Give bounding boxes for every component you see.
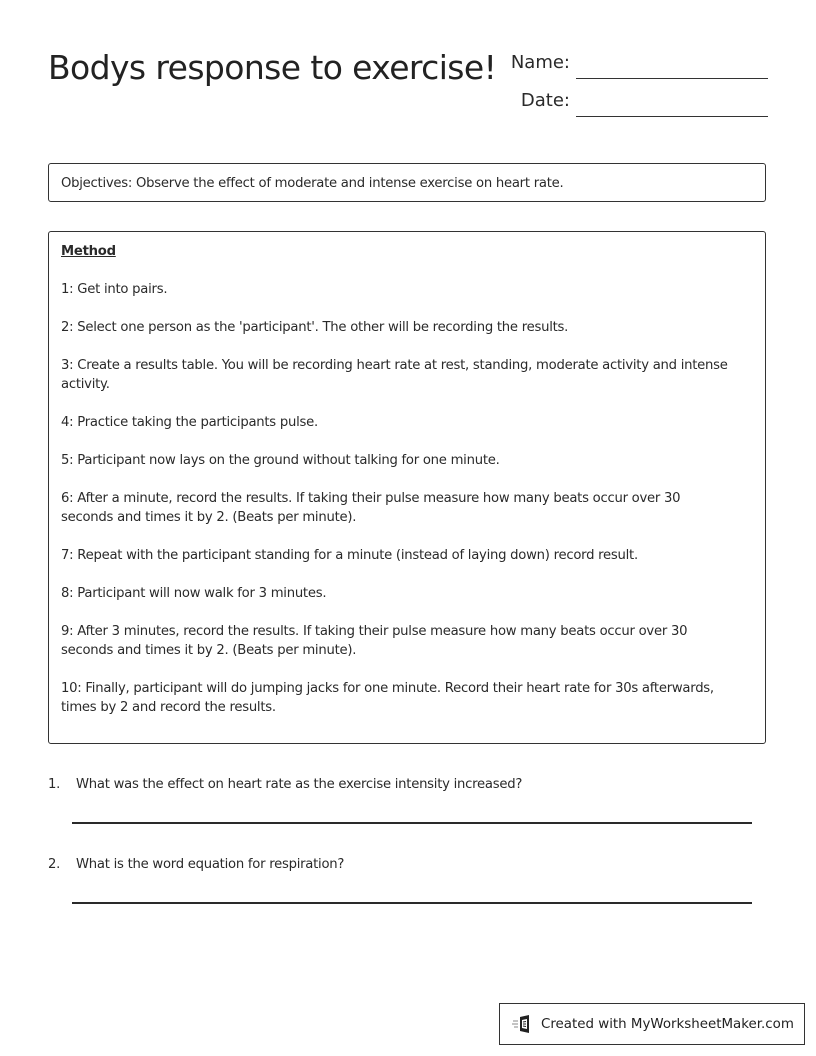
objectives-text: Objectives: Observe the effect of moderate and intense exercise on heart rate.: [61, 176, 564, 191]
name-input-line[interactable]: [576, 78, 768, 79]
method-step: 2: Select one person as the 'participant'. The other will be recording the results.: [61, 320, 569, 335]
date-field[interactable]: [490, 90, 770, 120]
method-step: 7: Repeat with the participant standing for a minute (instead of laying down) record result.: [61, 548, 638, 563]
method-step: 1: Get into pairs.: [61, 282, 168, 297]
method-step: 6: After a minute, record the results. If taking their pulse measure how many beats occur over 30 seconds and times it by 2. (Beats per minute).: [61, 491, 681, 525]
question-1: [48, 775, 522, 794]
method-step: 4: Practice taking the participants pulse.: [61, 415, 318, 430]
method-box: [48, 231, 766, 744]
method-heading: Method: [61, 244, 116, 259]
answer-line-1[interactable]: [72, 822, 752, 824]
footer-text: Created with MyWorksheetMaker.com: [541, 1016, 794, 1032]
method-step: 5: Participant now lays on the ground without talking for one minute.: [61, 453, 500, 468]
worksheet-maker-logo-icon: [512, 1014, 534, 1034]
method-step: 8: Participant will now walk for 3 minutes.: [61, 586, 327, 601]
name-label: Name:: [510, 52, 570, 73]
question-text: What is the word equation for respiration?: [76, 857, 345, 872]
method-step: 9: After 3 minutes, record the results. If taking their pulse measure how many beats occur over 30 seconds and times it by 2. (Beats per minute).: [61, 624, 688, 658]
date-input-line[interactable]: [576, 116, 768, 117]
question-2: [48, 855, 344, 874]
method-step: 3: Create a results table. You will be recording heart rate at rest, standing, moderate activity and intense activity.: [61, 358, 728, 392]
question-number: 1.: [48, 777, 61, 792]
answer-line-2[interactable]: [72, 902, 752, 904]
date-label: Date:: [520, 90, 570, 111]
question-number: 2.: [48, 857, 61, 872]
question-text: What was the effect on heart rate as the exercise intensity increased?: [76, 777, 523, 792]
method-step: 10: Finally, participant will do jumping jacks for one minute. Record their heart rate for 30s afterwards, times by 2 and record the results.: [61, 681, 714, 715]
page-title: Bodys response to exercise!: [48, 48, 497, 87]
name-field[interactable]: [490, 52, 770, 82]
objectives-box: [48, 163, 766, 202]
footer-badge[interactable]: [499, 1003, 805, 1045]
